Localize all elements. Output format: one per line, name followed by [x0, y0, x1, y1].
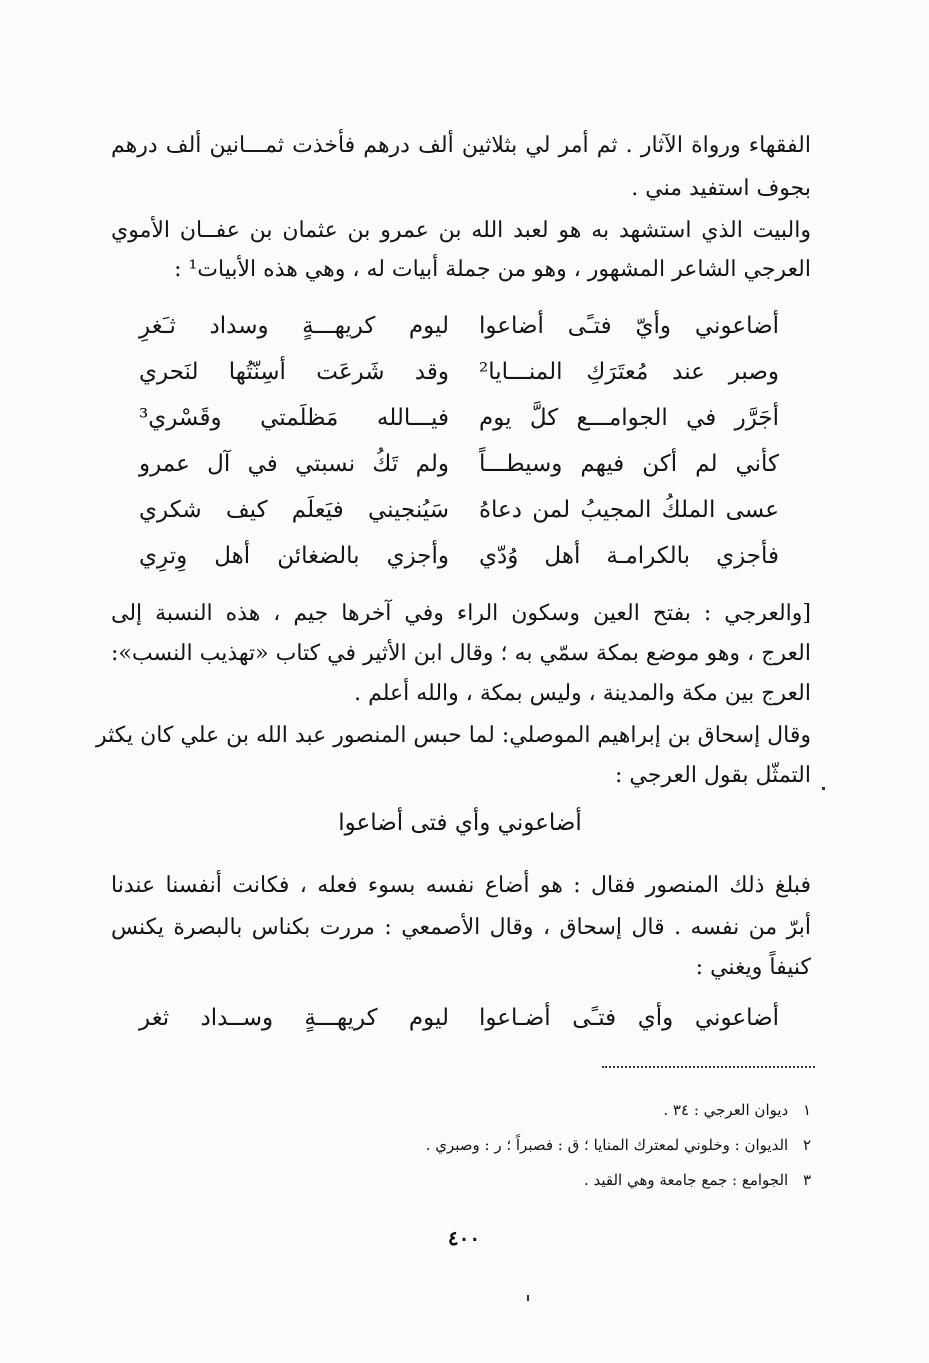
verse-second-hemistich: ليوم كريهـــةٍ وسداد ثـَغرِ: [139, 313, 449, 339]
verse-first-hemistich: عسى الملكُ المجيبُ لمن دعاهُ: [479, 497, 779, 523]
verse-first-hemistich: فأجزي بالكرامـة أهل وُدّي: [479, 543, 779, 569]
footnote: [111, 1167, 811, 1193]
note-line: [والعرجي : بفتح العين وسكون الراء وفي آخرها جيم ، هذه النسبة إلى: [111, 601, 811, 626]
poem-verse: [139, 1000, 779, 1036]
paragraph-line: والبيت الذي استشهد به هو لعبد الله بن عمرو بن عثمان بن عفــان الأموي: [111, 218, 811, 243]
verse-second-hemistich: فيـــالله مَظلَمتي وقَسْري³: [139, 405, 449, 431]
verse-first-hemistich: وصبر عند مُعتَرَكِ المنـــايا²: [479, 359, 779, 385]
footnote: [111, 1132, 811, 1158]
paragraph-line: الفقهاء ورواة الآثار . ثم أمر لي بثلاثين ألف درهم فأخذت ثمـــانين ألف درهم: [111, 133, 811, 158]
footnote-divider: [602, 1066, 815, 1068]
page-number: ٤٠٠: [447, 1226, 481, 1250]
scan-speck: [527, 1295, 529, 1301]
poem-verse: [139, 492, 779, 528]
quoted-hemistich: أضاعوني وأي فتى أضاعوا: [338, 810, 582, 836]
paragraph-line: وقال إسحاق بن إبراهيم الموصلي: لما حبس المنصور عبد الله بن علي كان يكثر: [96, 723, 811, 748]
footnote: [111, 1097, 811, 1123]
paragraph-line: فبلغ ذلك المنصور فقال : هو أضاع نفسه بسوء فعله ، فكانت أنفسنا عندنا: [111, 873, 811, 898]
scan-speck: [822, 787, 825, 790]
verse-first-hemistich: أضاعوني وأي فتـًى أضـاعوا: [479, 1005, 779, 1031]
paragraph-line: كنيفاً ويغني :: [695, 955, 811, 980]
poem-verse: [139, 538, 779, 574]
poem-verse: [139, 400, 779, 436]
paragraph-line: التمثّل بقول العرجي :: [615, 763, 811, 788]
footnote-text: الجوامع : جمع جامعة وهي القيد .: [583, 1171, 789, 1189]
paragraph-line: العرجي الشاعر المشهور ، وهو من جملة أبيات له ، وهي هذه الأبيات¹ :: [174, 257, 811, 282]
footnote-text: ديوان العرجي : ٣٤ .: [663, 1101, 789, 1119]
poem-verse: [139, 446, 779, 482]
verse-first-hemistich: أضاعوني وأيّ فتـًى أضاعوا: [479, 313, 779, 339]
verse-second-hemistich: سَيُنجيني فيَعلَم كيف شكري: [139, 497, 449, 523]
verse-second-hemistich: ليوم كريهـــةٍ وســداد ثغر: [139, 1005, 449, 1031]
note-line: العرج ، وهو موضع بمكة سمّي به ؛ وقال ابن الأثير في كتاب «تهذيب النسب»:: [111, 641, 811, 666]
footnote-text: الديوان : وخلوني لمعترك المنايا ؛ ق : فصبراً ؛ ر : وصبري .: [425, 1136, 789, 1154]
footnote-number: ١: [802, 1101, 811, 1119]
verse-first-hemistich: أجَرَّر في الجوامـــع كلَّ يوم: [479, 405, 779, 431]
footnote-number: ٣: [802, 1171, 811, 1189]
poem-verse: [139, 308, 779, 344]
verse-second-hemistich: ولم تَكُ نسبتي في آل عمرو: [139, 451, 449, 477]
poem-verse: [139, 354, 779, 390]
note-line: العرج بين مكة والمدينة ، وليس بمكة ، والله أعلم .: [354, 681, 811, 706]
footnote-number: ٢: [802, 1136, 811, 1154]
verse-first-hemistich: كأني لم أكن فيهم وسيطـــاً: [479, 451, 779, 477]
verse-second-hemistich: وأجزي بالضغائن أهل وِترِي: [139, 543, 449, 569]
paragraph-line: أبرّ من نفسه . قال إسحاق ، وقال الأصمعي : مررت بكناس بالبصرة يكنس: [111, 915, 811, 940]
verse-second-hemistich: وقد شَرعَت أسِنّتُها لنَحري: [139, 359, 449, 385]
paragraph-line: بجوف استفيد مني .: [631, 176, 811, 201]
